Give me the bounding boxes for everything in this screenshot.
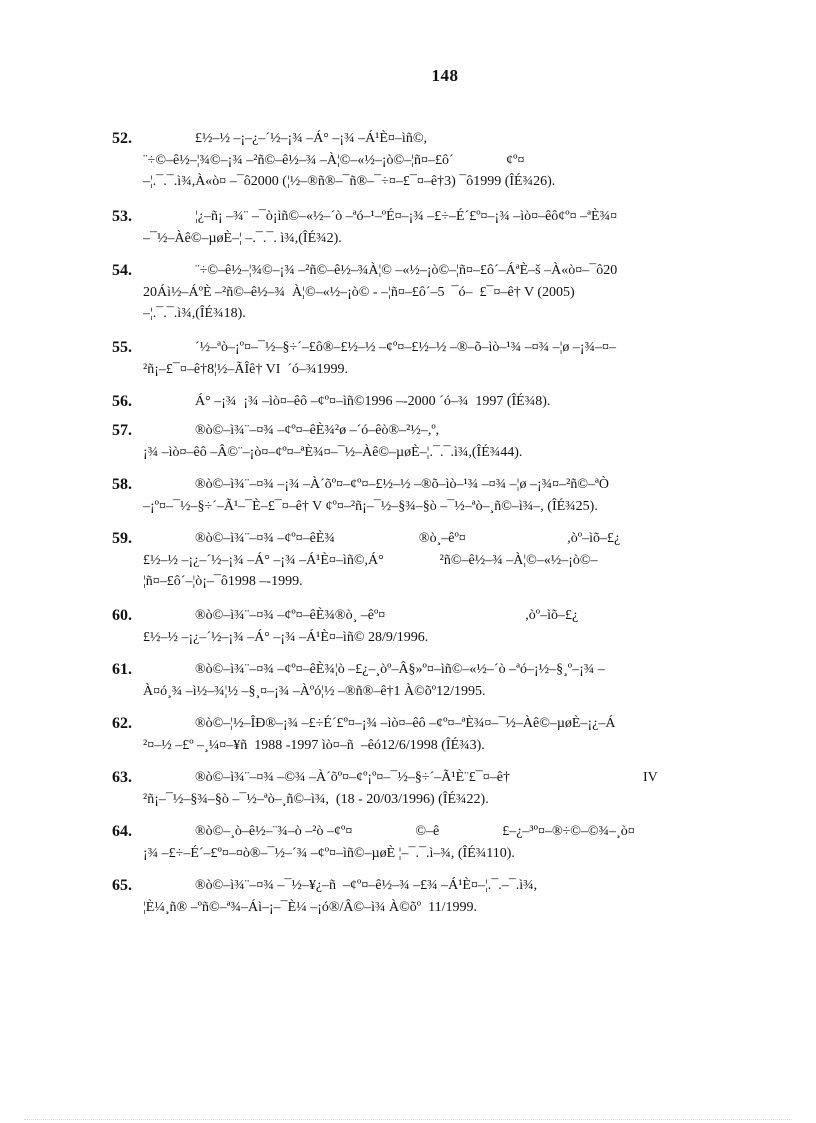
reference-number: 54. [112,262,132,279]
reference-line: ´½–ªò–¡º¤–¯½–§÷´–£ô®–£½–½ –¢º¤–£½–½ –®–õ–ìò–¹¾ –¤¾ –¦ø –¡¾–¤– [195,340,617,355]
reference-number: 60. [112,607,132,624]
reference-number: 53. [112,208,132,225]
reference-item [112,875,761,918]
reference-item [112,821,761,864]
reference-text [143,391,761,413]
reference-text [143,605,761,648]
reference-line: À¤ó¸¾ –ì½–¾¦½ –§¸¤–¡¾ –Àºó¦½ –®ñ®–ê†1 À©õº12/1995. [143,683,486,699]
reference-line: £½–½ –¡¿–´½–¡¾ –Á° –¡¾ –Á¹È¤–ìñ©,Á° ²ñ©–ê½–¾ –À¦©–«½–¡ò©– [143,552,598,568]
reference-text [143,875,761,918]
reference-item [112,337,761,380]
reference-item [112,206,761,249]
reference-item [112,767,761,810]
reference-number: 64. [112,823,132,840]
reference-number: 62. [112,715,132,732]
reference-item [112,528,761,593]
reference-number: 59. [112,530,132,547]
reference-text [143,528,761,593]
reference-line: ¨÷©–ê½–¦¾©–¡¾ –²ñ©–ê½–¾À¦© –«½–¡ò©–¦ñ¤–£ô´–ÁªÈ–š –À«ò¤–¯ô20 [195,263,618,278]
reference-line: ¦È¼¸ñ® –ºñ©–ª¾–Áì–¡–¯È¼ –¡ó®/Â©–ì¾ À©õº 11/1999. [143,899,477,915]
reference-line: Á° –¡¾ ¡¾ –ìò¤–êô –¢º¤–ìñ©1996 –-2000 ´ó–¾ 1997 (ÎÉ¾8). [195,394,551,409]
page-bottom-divider [24,1119,792,1120]
reference-line: –¯½–Àê©–µøÈ–¦ –.¯.¯. ì¾,(ÎÉ¾2). [143,230,342,246]
reference-item [112,260,761,325]
reference-line: ¦¿–ñ¡ –¾¨ –¯ò¡ìñ©–«½–´ò –ªó–¹–ºÉ¤–¡¾ –£÷–É´£º¤–¡¾ –ìò¤–êô¢º¤ –ªÈ¾¤ [195,209,618,224]
reference-item [112,391,761,413]
reference-text [143,821,761,864]
reference-number: 65. [112,877,132,894]
reference-item [112,659,761,702]
reference-item [112,605,761,648]
reference-text [143,659,761,702]
reference-text [143,474,761,517]
reference-item [112,128,761,193]
reference-line: ¦ñ¤–£ô´–¦ò¡–¯ô1998 –-1999. [143,574,303,589]
reference-line: ®ò©–¦½–ÎÐ®–¡¾ –£÷É´£º¤–¡¾ –ìò¤–êô –¢º¤–ªÈ¾¤–¯½–Àê©–µøÈ–¡¿–Á [195,716,616,731]
reference-text [143,420,761,463]
reference-text [143,767,761,810]
reference-line: ¡¾ –£÷–É´–£º¤–¤ò®–¯½–´¾ –¢º¤–ìñ©–µøÈ ¦–¯.¯.ì–¾, (ÎÉ¾110). [143,845,515,861]
reference-line: ®ò©–ì¾¨–¤¾ –¯½–¥¿–ñ –¢º¤–ê½–¾ –£¾ –Á¹È¤–¦.¯.–¯.ì¾, [195,878,538,893]
reference-line: £½–½ –¡–¿–´½–¡¾ –Á° –¡¾ –Á¹È¤–ìñ©, [195,131,427,146]
reference-line: ®ò©–ì¾¨–¤¾ –¡¾ –À´õº¤–¢º¤–£½–½ –®õ–ìò–¹¾ –¤¾ –¦ø –¡¾¤–²ñ©–ªÒ [195,477,609,492]
reference-text [143,128,761,193]
reference-item [112,713,761,756]
reference-line: 20Áì½–ÁºÈ –²ñ©–ê½–¾ À¦©–«½–¡ò© - –¦ñ¤–£ô´–5 ¯ó– £¯¤–ê† V (2005) [143,284,575,300]
reference-line: ®ò©–ì¾¨–¤¾ –¢º¤–êÈ¾²ø –´ó–êò®–²½–,º, [195,423,440,438]
reference-line: –¦.¯.¯.ì¾,À«ò¤ –¯ô2000 (¦½–®ñ®–¯ñ®–¯÷¤–£¯¤–ê†3) ¯ô1999 (ÎÉ¾26). [143,174,556,189]
reference-item [112,474,761,517]
reference-line: ²ñ¡–¯½–§¾–§ò –¯½–ªò–¸ñ©–ì¾, (18 - 20/03/1996) (ÎÉ¾22). [143,791,489,807]
reference-line: £½–½ –¡¿–´½–¡¾ –Á° –¡¾ –Á¹È¤–ìñ© 28/9/1996. [143,629,429,645]
reference-number: 61. [112,661,132,678]
reference-line: –¡º¤–¯½–§÷´–Ã¹–¯È–£¯¤–ê† V ¢º¤–²ñ¡–¯½–§¾–§ò –¯½–ªò–¸ñ©–ì¾–, (ÎÉ¾25). [143,498,598,514]
reference-text [143,206,761,249]
reference-line: ¡¾ –ìò¤–êô –Â©¨–¡ò¤–¢º¤–ªÈ¾¤–¯½–Àê©–µøÈ–¦.¯.¯.ì¾,(ÎÉ¾44). [143,444,523,460]
reference-line: ²¤–½ –£º –¸¼¤–¥ñ 1988 -1997 ìò¤–ñ –êó12/6/1998 (ÎÉ¾3). [143,737,485,753]
reference-line: ®ò©–ì¾¨–¤¾ –©¾ –À´õº¤–¢º¡º¤–¯½–§÷´–Ã¹È¨£¯¤–ê† IV [195,770,658,785]
reference-line: ²ñ¡–£¯¤–ê†8¦½–ÃÎê† VI ´ó–¾1999. [143,361,349,377]
reference-line: –¦.¯.¯.ì¾,(ÎÉ¾18). [143,306,246,321]
reference-line: ®ò©–¸ò–ê½–¨¾–ò –²ò –¢º¤ ©–ê £–¿–³º¤–®÷©–©¾–¸ò¤ [195,824,635,839]
reference-number: 55. [112,339,132,356]
reference-line: ®ò©–ì¾¨–¤¾ –¢º¤–êÈ¾¦ò –£¿–¸òº–Â§»º¤–ìñ©–«½–´ò –ªó–¡½–§¸º–¡¾ – [195,662,605,677]
reference-line: ®ò©–ì¾¨–¤¾ –¢º¤–êÈ¾®ò¸ –êº¤ ,òº–ìõ–£¿ [195,608,579,623]
page-number: 148 [431,66,459,85]
reference-text [143,713,761,756]
reference-line: ®ò©–ì¾¨–¤¾ –¢º¤–êÈ¾ ®ò¸–êº¤ ,òº–ìõ–£¿ [195,531,621,546]
reference-text [143,337,761,380]
reference-text [143,260,761,325]
reference-number: 52. [112,130,132,147]
reference-number: 63. [112,769,132,786]
reference-number: 58. [112,476,132,493]
reference-number: 57. [112,422,132,439]
reference-item [112,420,761,463]
reference-line: ¨÷©–ê½–¦¾©–¡¾ –²ñ©–ê½–¾ –À¦©–«½–¡ò©–¦ñ¤–£ô´ ¢º¤ [143,152,525,168]
reference-number: 56. [112,393,132,410]
